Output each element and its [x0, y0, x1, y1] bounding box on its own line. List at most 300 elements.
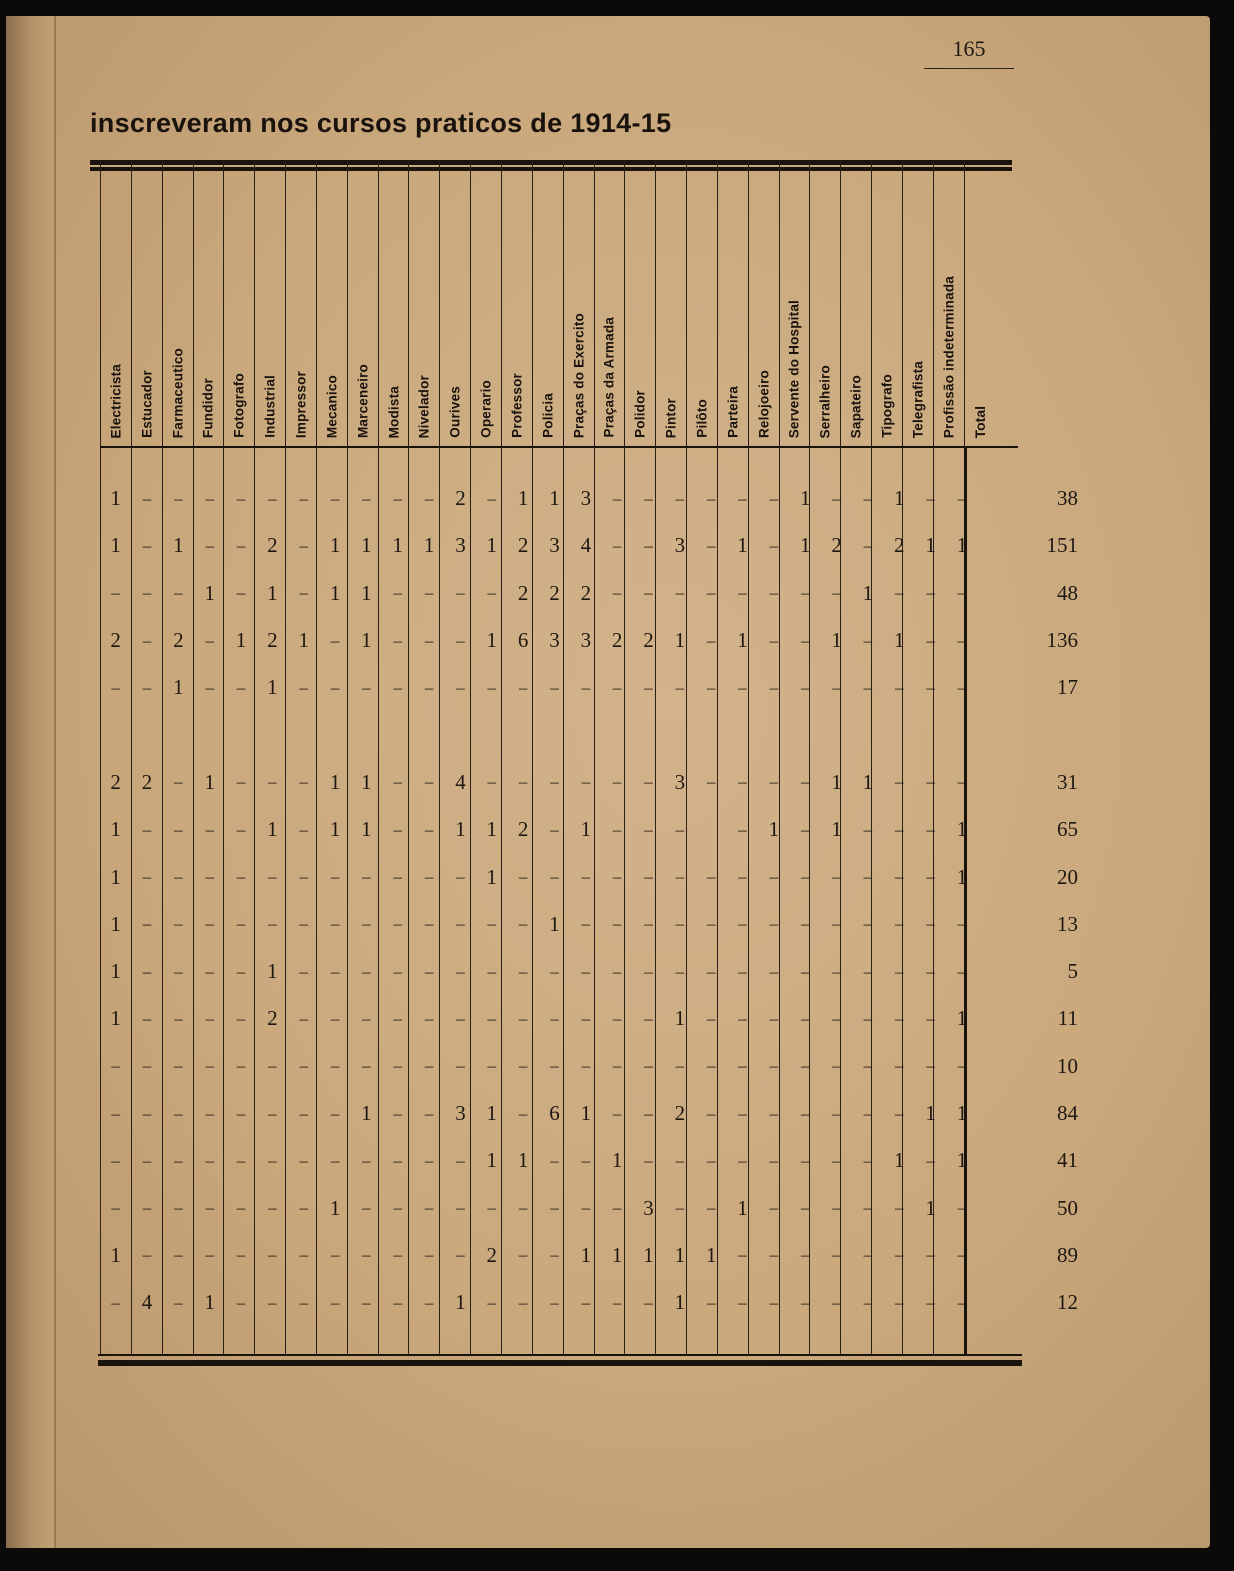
table-cell: – [487, 914, 497, 934]
table-cell: – [424, 1198, 434, 1218]
table-cell: – [800, 1150, 810, 1170]
table-cell: – [863, 535, 873, 555]
table-cell: – [174, 1245, 183, 1265]
table-cell: 1 [329, 769, 341, 794]
table-cell: – [675, 583, 685, 603]
table-cell: – [330, 1008, 340, 1028]
table-cell: – [330, 630, 340, 650]
table-cell: – [362, 1198, 371, 1218]
table-cell: – [926, 1056, 935, 1076]
table-cell: 1 [737, 628, 748, 653]
table-cell: – [111, 1103, 120, 1123]
table-cell: – [236, 488, 246, 508]
table-cell: – [800, 1245, 810, 1265]
row-total: 13 [1057, 911, 1078, 936]
table-row [100, 617, 1078, 664]
table-cell: – [769, 772, 779, 792]
table-cell: – [236, 1198, 246, 1218]
column-header-label: Serralheiro [817, 364, 833, 438]
column-header-label: Electricista [108, 363, 124, 438]
table-cell: – [926, 867, 935, 887]
column-header-label: Polidor [632, 390, 648, 438]
column-header-label: Mecanico [324, 374, 340, 438]
table-cell: – [456, 677, 465, 697]
table-cell: 1 [580, 1101, 592, 1125]
table-cell: 1 [831, 628, 842, 653]
table-cell: – [299, 1056, 308, 1076]
table-cell: – [644, 1103, 653, 1123]
column-header [872, 160, 903, 446]
table-header [100, 160, 965, 446]
table-cell: – [362, 914, 371, 934]
table-cell: 2 [580, 580, 592, 605]
table-cell: – [926, 630, 935, 650]
table-cell: – [518, 1245, 528, 1265]
table-cell: – [644, 772, 653, 792]
table-cell: – [832, 1056, 841, 1076]
table-cell: – [330, 914, 340, 934]
table-cell: 1 [204, 769, 215, 794]
table-cell: – [330, 677, 340, 697]
table-cell: – [800, 1008, 810, 1028]
table-cell: – [299, 772, 308, 792]
table-cell: – [895, 1292, 904, 1312]
column-header [780, 160, 811, 446]
table-cell: – [550, 677, 559, 697]
table-cell: 2 [517, 817, 529, 842]
table-cell: 3 [643, 1195, 654, 1220]
table-cell: – [142, 488, 152, 508]
table-cell: 2 [643, 628, 654, 653]
row-total: 41 [1057, 1148, 1078, 1173]
column-header-label: Fotografo [231, 373, 247, 438]
table-cell: 1 [267, 959, 278, 984]
table-cell: 1 [486, 533, 498, 558]
table-cell: – [612, 1056, 622, 1076]
table-cell: – [111, 1292, 120, 1312]
table-cell: – [424, 1103, 434, 1123]
column-header-label: Tipografo [879, 374, 895, 438]
table-cell: 1 [110, 864, 121, 889]
table-cell: – [926, 488, 935, 508]
table-cell: 2 [894, 533, 905, 558]
table-cell: – [926, 583, 935, 603]
table-cell: – [487, 1198, 497, 1218]
table-cell: – [487, 1056, 497, 1076]
table-cell: – [644, 867, 653, 887]
table-cell: – [644, 819, 653, 839]
table-cell: 6 [517, 628, 529, 653]
table-cell: 2 [110, 628, 121, 653]
table-cell: 2 [831, 533, 842, 558]
page-number: 165 [924, 36, 1014, 69]
column-header-label: Pilôto [694, 399, 710, 438]
table-row [100, 759, 1078, 806]
column-header-label: Pintor [663, 397, 679, 438]
table-cell: – [550, 1198, 559, 1218]
table-cell: 1 [110, 1242, 121, 1267]
bottom-rule [98, 1354, 1022, 1356]
column-header-label: Modista [386, 385, 402, 438]
table-cell: – [174, 1056, 183, 1076]
table-cell: – [863, 488, 873, 508]
table-cell: – [299, 867, 308, 887]
table-cell: – [675, 677, 685, 697]
table-cell: 1 [799, 486, 811, 511]
table-cell: – [675, 1056, 685, 1076]
table-cell: 2 [173, 628, 184, 653]
table-cell: – [393, 1008, 403, 1028]
table-cell: – [518, 867, 528, 887]
table-cell: – [800, 914, 810, 934]
table-cell: – [675, 867, 685, 887]
table-cell: – [738, 914, 747, 934]
table-cell: – [236, 535, 246, 555]
table-cell: – [142, 819, 152, 839]
table-cell: 1 [956, 1101, 968, 1125]
table-cell: 1 [894, 1148, 905, 1173]
table-cell: – [362, 488, 371, 508]
table-cell: – [612, 677, 622, 697]
table-cell: – [424, 1056, 434, 1076]
row-total: 10 [1057, 1053, 1078, 1078]
table-cell: – [299, 677, 308, 697]
table-row [100, 664, 1078, 711]
table-cell: – [832, 867, 841, 887]
table-cell: – [644, 1150, 653, 1170]
table-cell: – [957, 488, 967, 508]
table-cell: – [424, 1150, 434, 1170]
table-cell: – [612, 961, 622, 981]
table-row [100, 1137, 1078, 1184]
table-cell: – [174, 1198, 183, 1218]
table-cell: 3 [580, 628, 592, 653]
table-cell: – [330, 1056, 340, 1076]
table-cell: – [738, 819, 747, 839]
table-cell: – [550, 1292, 559, 1312]
table-cell: – [236, 1245, 246, 1265]
table-cell: – [268, 867, 277, 887]
table-cell: – [769, 1056, 779, 1076]
column-header [502, 160, 533, 446]
table-cell: – [612, 535, 622, 555]
table-cell: – [268, 1245, 277, 1265]
table-cell: 1 [361, 580, 372, 605]
table-cell: – [675, 819, 685, 839]
table-cell: – [675, 488, 685, 508]
table-cell: – [832, 1245, 841, 1265]
table-cell: – [738, 961, 747, 981]
table-cell: – [424, 1245, 434, 1265]
table-cell: 1 [423, 533, 435, 558]
table-cell: 1 [925, 1195, 936, 1220]
table-cell: 1 [110, 817, 121, 842]
table-cell: – [863, 867, 873, 887]
table-cell: – [424, 867, 434, 887]
table-cell: 1 [862, 580, 874, 605]
table-cell: – [769, 583, 779, 603]
table-cell: – [424, 772, 434, 792]
table-cell: – [926, 1245, 935, 1265]
table-cell: – [236, 772, 246, 792]
row-total: 20 [1057, 864, 1078, 889]
table-cell: – [236, 1103, 246, 1123]
table-cell: – [456, 630, 465, 650]
table-cell: 1 [768, 817, 780, 842]
table-cell: – [800, 961, 810, 981]
table-cell: – [393, 914, 403, 934]
table-cell: – [581, 1056, 591, 1076]
table-cell: – [424, 1008, 434, 1028]
table-cell: – [895, 1056, 904, 1076]
table-cell: – [895, 1198, 904, 1218]
table-cell: – [863, 914, 873, 934]
table-cell: – [456, 1008, 465, 1028]
table-cell: – [550, 867, 559, 887]
table-cell: – [550, 1245, 559, 1265]
table-cell: – [957, 583, 967, 603]
table-cell: – [456, 1245, 465, 1265]
table-cell: – [362, 1245, 371, 1265]
table-cell: – [581, 677, 591, 697]
table-cell: – [832, 583, 841, 603]
table-cell: – [800, 819, 810, 839]
table-cell: 1 [956, 1006, 968, 1031]
column-header [194, 160, 225, 446]
table-cell: – [863, 1056, 873, 1076]
table-cell: – [424, 488, 434, 508]
table-cell: – [769, 1008, 779, 1028]
table-cell: – [675, 914, 685, 934]
column-header-label: Parteira [725, 386, 741, 438]
table-cell: – [174, 488, 183, 508]
table-row [100, 995, 1078, 1042]
column-header [224, 160, 255, 446]
table-cell: – [142, 535, 152, 555]
table-cell: – [644, 914, 653, 934]
table-cell: – [706, 914, 716, 934]
table-cell: 1 [674, 628, 686, 653]
table-cell: – [800, 772, 810, 792]
table-cell: – [957, 677, 967, 697]
table-cell: – [800, 630, 810, 650]
table-cell: – [706, 583, 716, 603]
table-cell: 1 [799, 533, 811, 558]
table-cell: – [706, 677, 716, 697]
table-cell: – [330, 1292, 340, 1312]
table-cell: – [393, 1198, 403, 1218]
table-cell: 1 [235, 628, 247, 653]
table-cell: – [236, 961, 246, 981]
table-cell: – [612, 1008, 622, 1028]
table-row [100, 901, 1078, 948]
table-cell: 1 [361, 1101, 372, 1125]
table-cell: 1 [329, 817, 341, 842]
table-cell: 3 [549, 533, 560, 558]
table-cell: – [330, 1150, 340, 1170]
table-cell: – [174, 583, 183, 603]
table-cell: – [612, 867, 622, 887]
table-cell: 1 [486, 628, 498, 653]
table-cell: – [330, 867, 340, 887]
column-header [810, 160, 841, 446]
table-cell: – [518, 772, 528, 792]
column-header [348, 160, 379, 446]
table-cell: – [330, 1245, 340, 1265]
table-cell: – [299, 819, 308, 839]
table-cell: – [393, 1292, 403, 1312]
table-cell: 2 [267, 533, 278, 558]
table-cell: – [550, 1056, 559, 1076]
table-cell: 1 [486, 1101, 498, 1125]
column-header [471, 160, 502, 446]
table-cell: 1 [110, 1006, 121, 1031]
table-cell: 3 [674, 769, 686, 794]
table-cell: – [550, 1008, 559, 1028]
table-cell: – [487, 583, 497, 603]
column-header-label: Fundidor [200, 377, 216, 438]
table-cell: 2 [455, 486, 466, 511]
table-cell: – [268, 772, 277, 792]
table-cell: – [205, 819, 214, 839]
table-cell: – [800, 1103, 810, 1123]
table-cell: – [581, 1292, 591, 1312]
table-cell: – [769, 867, 779, 887]
column-header-label: Servente do Hospital [786, 299, 802, 438]
table-cell: – [926, 1008, 935, 1028]
table-cell: – [895, 819, 904, 839]
table-cell: – [362, 677, 371, 697]
table-cell: 1 [110, 533, 121, 558]
table-cell: – [330, 1103, 340, 1123]
column-header-label: Farmaceutico [170, 347, 186, 438]
row-total: 50 [1057, 1195, 1078, 1220]
table-cell: 1 [831, 817, 842, 842]
table-cell: – [487, 677, 497, 697]
table-cell: 6 [549, 1101, 560, 1125]
table-cell: – [142, 1103, 152, 1123]
table-cell: – [393, 961, 403, 981]
table-cell: – [362, 961, 371, 981]
table-cell: – [957, 914, 967, 934]
table-cell: – [268, 1056, 277, 1076]
table-cell: – [299, 1150, 308, 1170]
table-cell: – [675, 1150, 685, 1170]
table-row [100, 1279, 1078, 1326]
table-cell: – [706, 1103, 716, 1123]
table-cell: 1 [486, 1148, 498, 1173]
table-cell: – [957, 1292, 967, 1312]
table-cell: – [142, 1008, 152, 1028]
table-cell: – [738, 1103, 747, 1123]
table-cell: – [706, 867, 716, 887]
table-cell: 2 [674, 1101, 686, 1125]
table-cell: 1 [956, 1148, 968, 1173]
table-cell: – [895, 1245, 904, 1265]
table-cell: – [393, 772, 403, 792]
table-cell: 1 [894, 628, 905, 653]
column-header [595, 160, 626, 446]
table-cell: 2 [267, 628, 278, 653]
column-header-label: Praças da Armada [601, 317, 617, 438]
table-cell: 1 [611, 1148, 623, 1173]
column-header-label: Estucador [139, 370, 155, 438]
column-header-label: Praças do Exercito [571, 312, 587, 438]
table-cell: 1 [549, 911, 560, 936]
table-cell: 2 [267, 1006, 278, 1031]
table-cell: 1 [862, 769, 874, 794]
table-cell: – [895, 961, 904, 981]
table-cell: – [142, 1245, 152, 1265]
row-total: 136 [1046, 628, 1078, 653]
column-header-label: Operario [478, 380, 494, 438]
table-cell: – [236, 1056, 246, 1076]
table-cell: – [236, 1292, 246, 1312]
column-header [718, 160, 749, 446]
table-cell: – [142, 1198, 152, 1218]
table-cell: – [706, 1150, 716, 1170]
table-cell: – [205, 1198, 214, 1218]
table-cell: – [895, 772, 904, 792]
table-cell: – [895, 1008, 904, 1028]
column-header [533, 160, 564, 446]
table-cell: – [895, 677, 904, 697]
table-cell: 3 [580, 486, 592, 511]
table-cell: 1 [298, 628, 309, 653]
table-cell: – [738, 677, 747, 697]
table-cell: – [863, 1008, 873, 1028]
table-cell: – [424, 583, 434, 603]
row-total: 48 [1057, 580, 1078, 605]
column-header [379, 160, 410, 446]
table-cell: – [236, 677, 246, 697]
table-cell: – [612, 772, 622, 792]
column-header [656, 160, 687, 446]
table-cell: – [706, 535, 716, 555]
table-cell: – [738, 1150, 747, 1170]
table-cell: – [456, 1150, 465, 1170]
row-total: 38 [1057, 486, 1078, 511]
table-cell: – [236, 1150, 246, 1170]
table-cell: – [863, 961, 873, 981]
table-cell: 1 [580, 1242, 592, 1267]
table-cell: – [268, 1103, 277, 1123]
table-cell: – [769, 535, 779, 555]
table-cell: – [769, 1198, 779, 1218]
table-cell: – [863, 1198, 873, 1218]
table-cell: – [456, 867, 465, 887]
table-cell: – [581, 961, 591, 981]
table-cell: 1 [267, 580, 278, 605]
page-title: inscreveram nos cursos praticos de 1914-15 [90, 108, 672, 138]
table-cell: – [393, 819, 403, 839]
column-header-label: Industrial [262, 375, 278, 438]
table-cell: – [832, 1292, 841, 1312]
table-cell: 1 [361, 817, 372, 842]
table-row [100, 570, 1078, 617]
table-cell: – [142, 1150, 152, 1170]
table-cell: 1 [486, 817, 498, 842]
table-cell: – [393, 1245, 403, 1265]
column-header-label: Relojoeiro [756, 369, 772, 438]
table-cell: – [895, 867, 904, 887]
table-cell: – [832, 1008, 841, 1028]
table-cell: – [142, 1056, 152, 1076]
total-header: Total [972, 405, 988, 438]
table-cell: – [487, 1292, 497, 1312]
table-cell: – [706, 961, 716, 981]
table-cell: – [581, 772, 591, 792]
